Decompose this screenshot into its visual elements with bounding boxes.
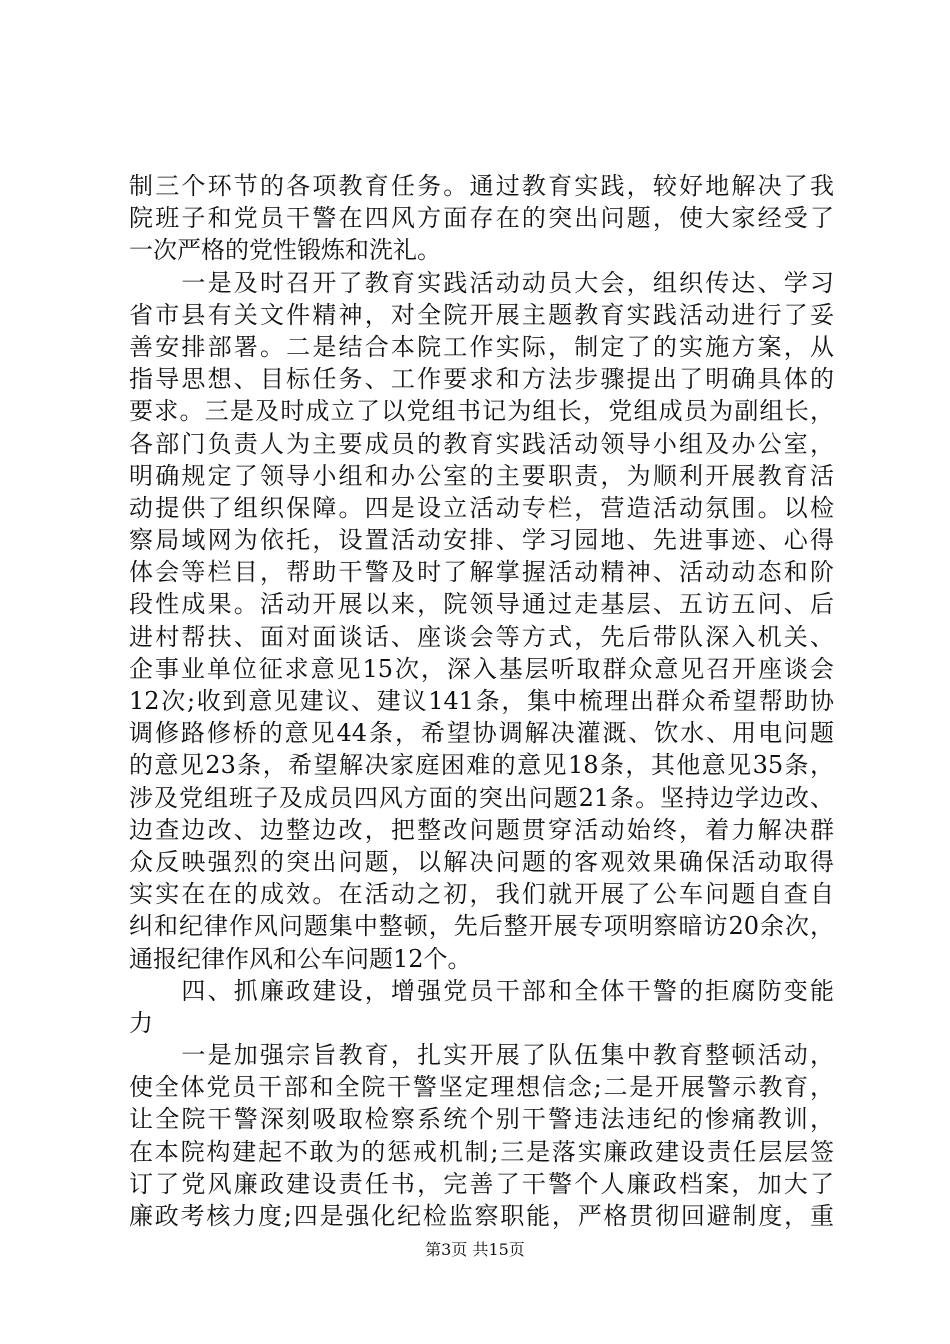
text-line: 实实在在的成效。在活动之初，我们就开展了公车问题自查自: [129, 880, 834, 909]
text-line: 调修路修桥的意见44条，希望协调解决灌溉、饮水、用电问题: [129, 719, 834, 748]
text-line: 让全院干警深刻吸取检察系统个别干警违法违纪的惨痛教训，: [129, 1105, 834, 1134]
text-line: 使全体党员干部和全院干警坚定理想信念;二是开展警示教育，: [129, 1073, 834, 1102]
document-body: [129, 170, 834, 1232]
text-line: 企事业单位征求意见15次，深入基层听取群众意见召开座谈会: [129, 654, 834, 683]
text-line: 体会等栏目，帮助干警及时了解掌握活动精神、活动动态和阶: [129, 558, 834, 587]
page-footer: 第3页 共15页: [425, 1240, 525, 1259]
text-line: 省市县有关文件精神，对全院开展主题教育实践活动进行了妥: [129, 300, 834, 329]
text-line: 要求。三是及时成立了以党组书记为组长，党组成员为副组长，: [129, 397, 834, 426]
text-line: 制三个环节的各项教育任务。通过教育实践，较好地解决了我: [129, 172, 834, 200]
text-line: 明确规定了领导小组和办公室的主要职责，为顺利开展教育活: [129, 461, 834, 490]
text-line: 通报纪律作风和公车问题12个。: [129, 944, 472, 973]
text-line: 善安排部署。二是结合本院工作实际，制定了的实施方案，从: [129, 332, 834, 361]
text-line: 一是加强宗旨教育，扎实开展了队伍集中教育整顿活动，: [129, 1041, 834, 1070]
text-line: 四、抓廉政建设，增强党员干部和全体干警的拒腐防变能: [129, 976, 834, 1005]
text-line: 在本院构建起不敢为的惩戒机制;三是落实廉政建设责任层层签: [129, 1137, 834, 1166]
text-line: 涉及党组班子及成员四风方面的突出问题21条。坚持边学边改、: [129, 783, 834, 812]
text-line: 纠和纪律作风问题集中整顿，先后整开展专项明察暗访20余次，: [129, 912, 834, 941]
text-line: 一是及时召开了教育实践活动动员大会，组织传达、学习: [129, 268, 834, 297]
text-line: 院班子和党员干警在四风方面存在的突出问题，使大家经受了: [129, 204, 834, 233]
text-line: 力: [129, 1008, 153, 1037]
text-line: 进村帮扶、面对面谈话、座谈会等方式，先后带队深入机关、: [129, 622, 834, 651]
text-line: 廉政考核力度;四是强化纪检监察职能，严格贯彻回避制度，重: [129, 1202, 834, 1230]
text-line: 众反映强烈的突出问题，以解决问题的客观效果确保活动取得: [129, 847, 834, 876]
text-line: 的意见23条，希望解决家庭困难的意见18条，其他意见35条，: [129, 751, 834, 780]
text-line: 各部门负责人为主要成员的教育实践活动领导小组及办公室，: [129, 429, 834, 458]
text-line: 段性成果。活动开展以来，院领导通过走基层、五访五问、后: [129, 590, 834, 619]
text-line: 边查边改、边整边改，把整改问题贯穿活动始终，着力解决群: [129, 815, 834, 844]
text-line: 动提供了组织保障。四是设立活动专栏，营造活动氛围。以检: [129, 493, 834, 522]
text-line: 订了党风廉政建设责任书，完善了干警个人廉政档案，加大了: [129, 1169, 834, 1198]
text-line: 指导思想、目标任务、工作要求和方法步骤提出了明确具体的: [129, 365, 834, 394]
text-line: 12次;收到意见建议、建议141条，集中梳理出群众希望帮助协: [129, 687, 834, 715]
text-line: 一次严格的党性锻炼和洗礼。: [129, 236, 441, 265]
text-line: 察局域网为依托，设置活动安排、学习园地、先进事迹、心得: [129, 526, 834, 555]
